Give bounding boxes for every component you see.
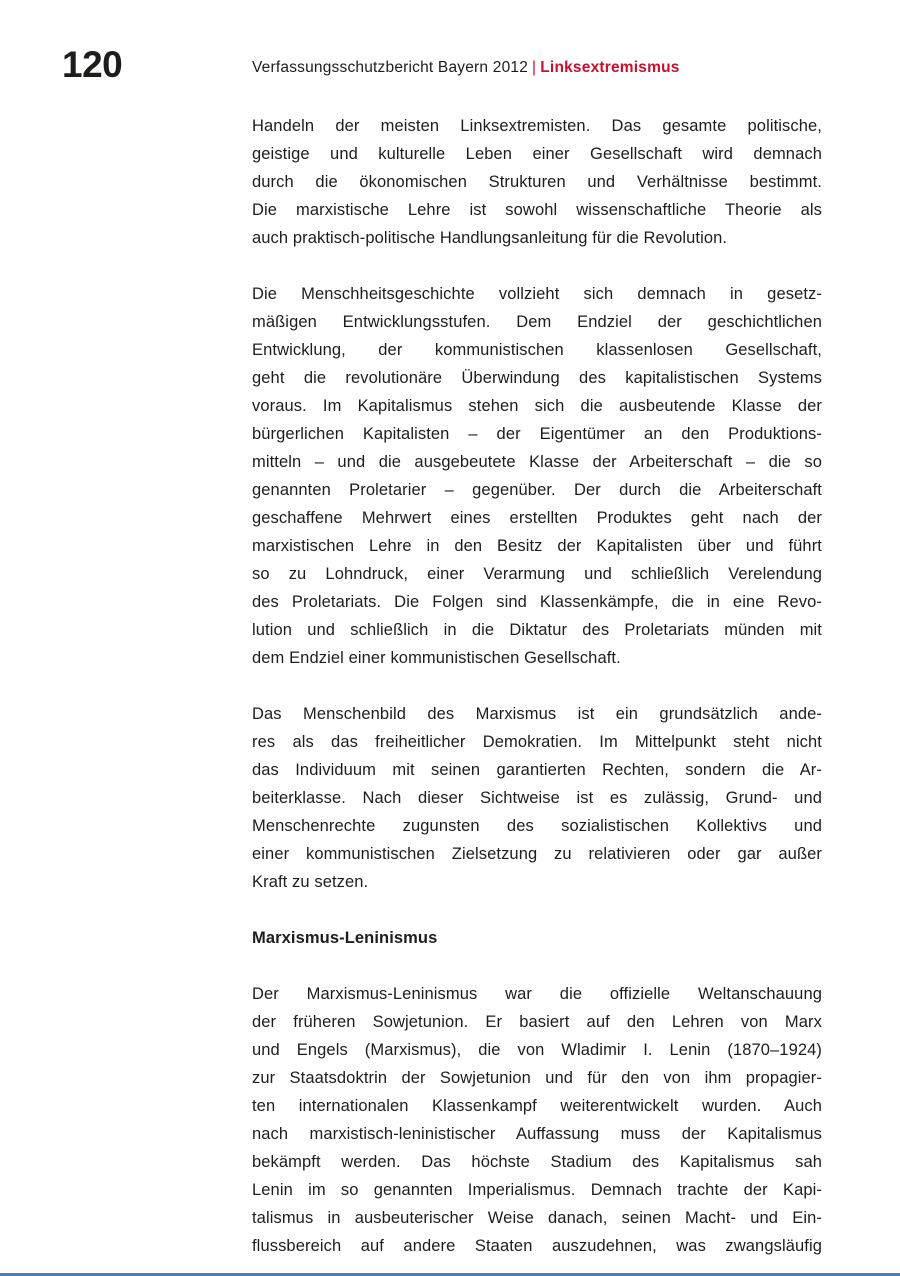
text-line: res als das freiheitlicher Demokratien. Im Mittelpunkt steht nicht xyxy=(252,733,822,751)
section-heading: Marxismus-Leninismus xyxy=(252,929,438,947)
text-line: lution und schließlich in die Diktatur des Proletariats münden mit xyxy=(252,621,822,639)
text-line: talismus in ausbeuterischer Weise danach, seinen Macht- und Ein- xyxy=(252,1209,822,1227)
text-line: voraus. Im Kapitalismus stehen sich die ausbeutende Klasse der xyxy=(252,397,822,415)
header-title: Verfassungsschutzbericht Bayern 2012 xyxy=(252,59,529,76)
page-number: 120 xyxy=(62,44,123,85)
text-line: genannten Proletarier – gegenüber. Der durch die Arbeiterschaft xyxy=(252,481,822,499)
text-line: beiterklasse. Nach dieser Sichtweise ist es zulässig, Grund- und xyxy=(252,789,822,807)
text-line: Die marxistische Lehre ist sowohl wissenschaftliche Theorie als xyxy=(252,201,822,219)
paragraph xyxy=(252,700,822,896)
text-line: Das Menschenbild des Marxismus ist ein grundsätzlich ande- xyxy=(252,705,822,723)
text-line: marxistischen Lehre in den Besitz der Kapitalisten über und führt xyxy=(252,537,822,555)
text-line: Kraft zu setzen. xyxy=(252,873,369,891)
text-line: dem Endziel einer kommunistischen Gesellschaft. xyxy=(252,649,621,667)
text-line: einer kommunistischen Zielsetzung zu relativieren oder gar außer xyxy=(252,845,822,863)
text-line: Entwicklung, der kommunistischen klassenlosen Gesellschaft, xyxy=(252,341,822,359)
text-line: bürgerlichen Kapitalisten – der Eigentümer an den Produktions- xyxy=(252,425,822,443)
text-line: auch praktisch-politische Handlungsanleitung für die Revolution. xyxy=(252,229,728,247)
text-line: Menschenrechte zugunsten des sozialistischen Kollektivs und xyxy=(252,817,822,835)
text-line: mitteln – und die ausgebeutete Klasse der Arbeiterschaft – die so xyxy=(252,453,822,471)
text-column xyxy=(252,112,822,1260)
text-line: nach marxistisch-leninistischer Auffassung muss der Kapitalismus xyxy=(252,1125,822,1143)
text-line: so zu Lohndruck, einer Verarmung und schließlich Verelendung xyxy=(252,565,822,583)
text-line: Der Marxismus-Leninismus war die offizielle Weltanschauung xyxy=(252,985,822,1003)
text-line: zur Staatsdoktrin der Sowjetunion und für den von ihm propagier- xyxy=(252,1069,822,1087)
paragraph xyxy=(252,112,822,252)
header-separator: | xyxy=(532,59,537,76)
page-header xyxy=(252,59,680,77)
text-line: ten internationalen Klassenkampf weiterentwickelt wurden. Auch xyxy=(252,1097,822,1115)
text-line: das Individuum mit seinen garantierten Rechten, sondern die Ar- xyxy=(252,761,822,779)
paragraph xyxy=(252,980,822,1260)
text-line: bekämpft werden. Das höchste Stadium des Kapitalismus sah xyxy=(252,1153,822,1171)
text-line: geschaffene Mehrwert eines erstellten Produktes geht nach der xyxy=(252,509,822,527)
text-line: und Engels (Marxismus), die von Wladimir I. Lenin (1870–1924) xyxy=(252,1041,822,1059)
text-line: Lenin im so genannten Imperialismus. Demnach trachte der Kapi- xyxy=(252,1181,822,1199)
text-line: geht die revolutionäre Überwindung des kapitalistischen Systems xyxy=(252,369,822,387)
text-line: flussbereich auf andere Staaten auszudehnen, was zwangsläufig xyxy=(252,1237,822,1255)
text-line: Die Menschheitsgeschichte vollzieht sich demnach in gesetz- xyxy=(252,285,822,303)
header-section: Linksextremismus xyxy=(540,59,680,76)
text-line: des Proletariats. Die Folgen sind Klassenkämpfe, die in eine Revo- xyxy=(252,593,822,611)
text-line: geistige und kulturelle Leben einer Gesellschaft wird demnach xyxy=(252,145,822,163)
text-line: durch die ökonomischen Strukturen und Verhältnisse bestimmt. xyxy=(252,173,822,191)
text-line: mäßigen Entwicklungsstufen. Dem Endziel der geschichtlichen xyxy=(252,313,822,331)
paragraph xyxy=(252,280,822,672)
text-line: Handeln der meisten Linksextremisten. Das gesamte politische, xyxy=(252,117,822,135)
text-line: der früheren Sowjetunion. Er basiert auf den Lehren von Marx xyxy=(252,1013,822,1031)
